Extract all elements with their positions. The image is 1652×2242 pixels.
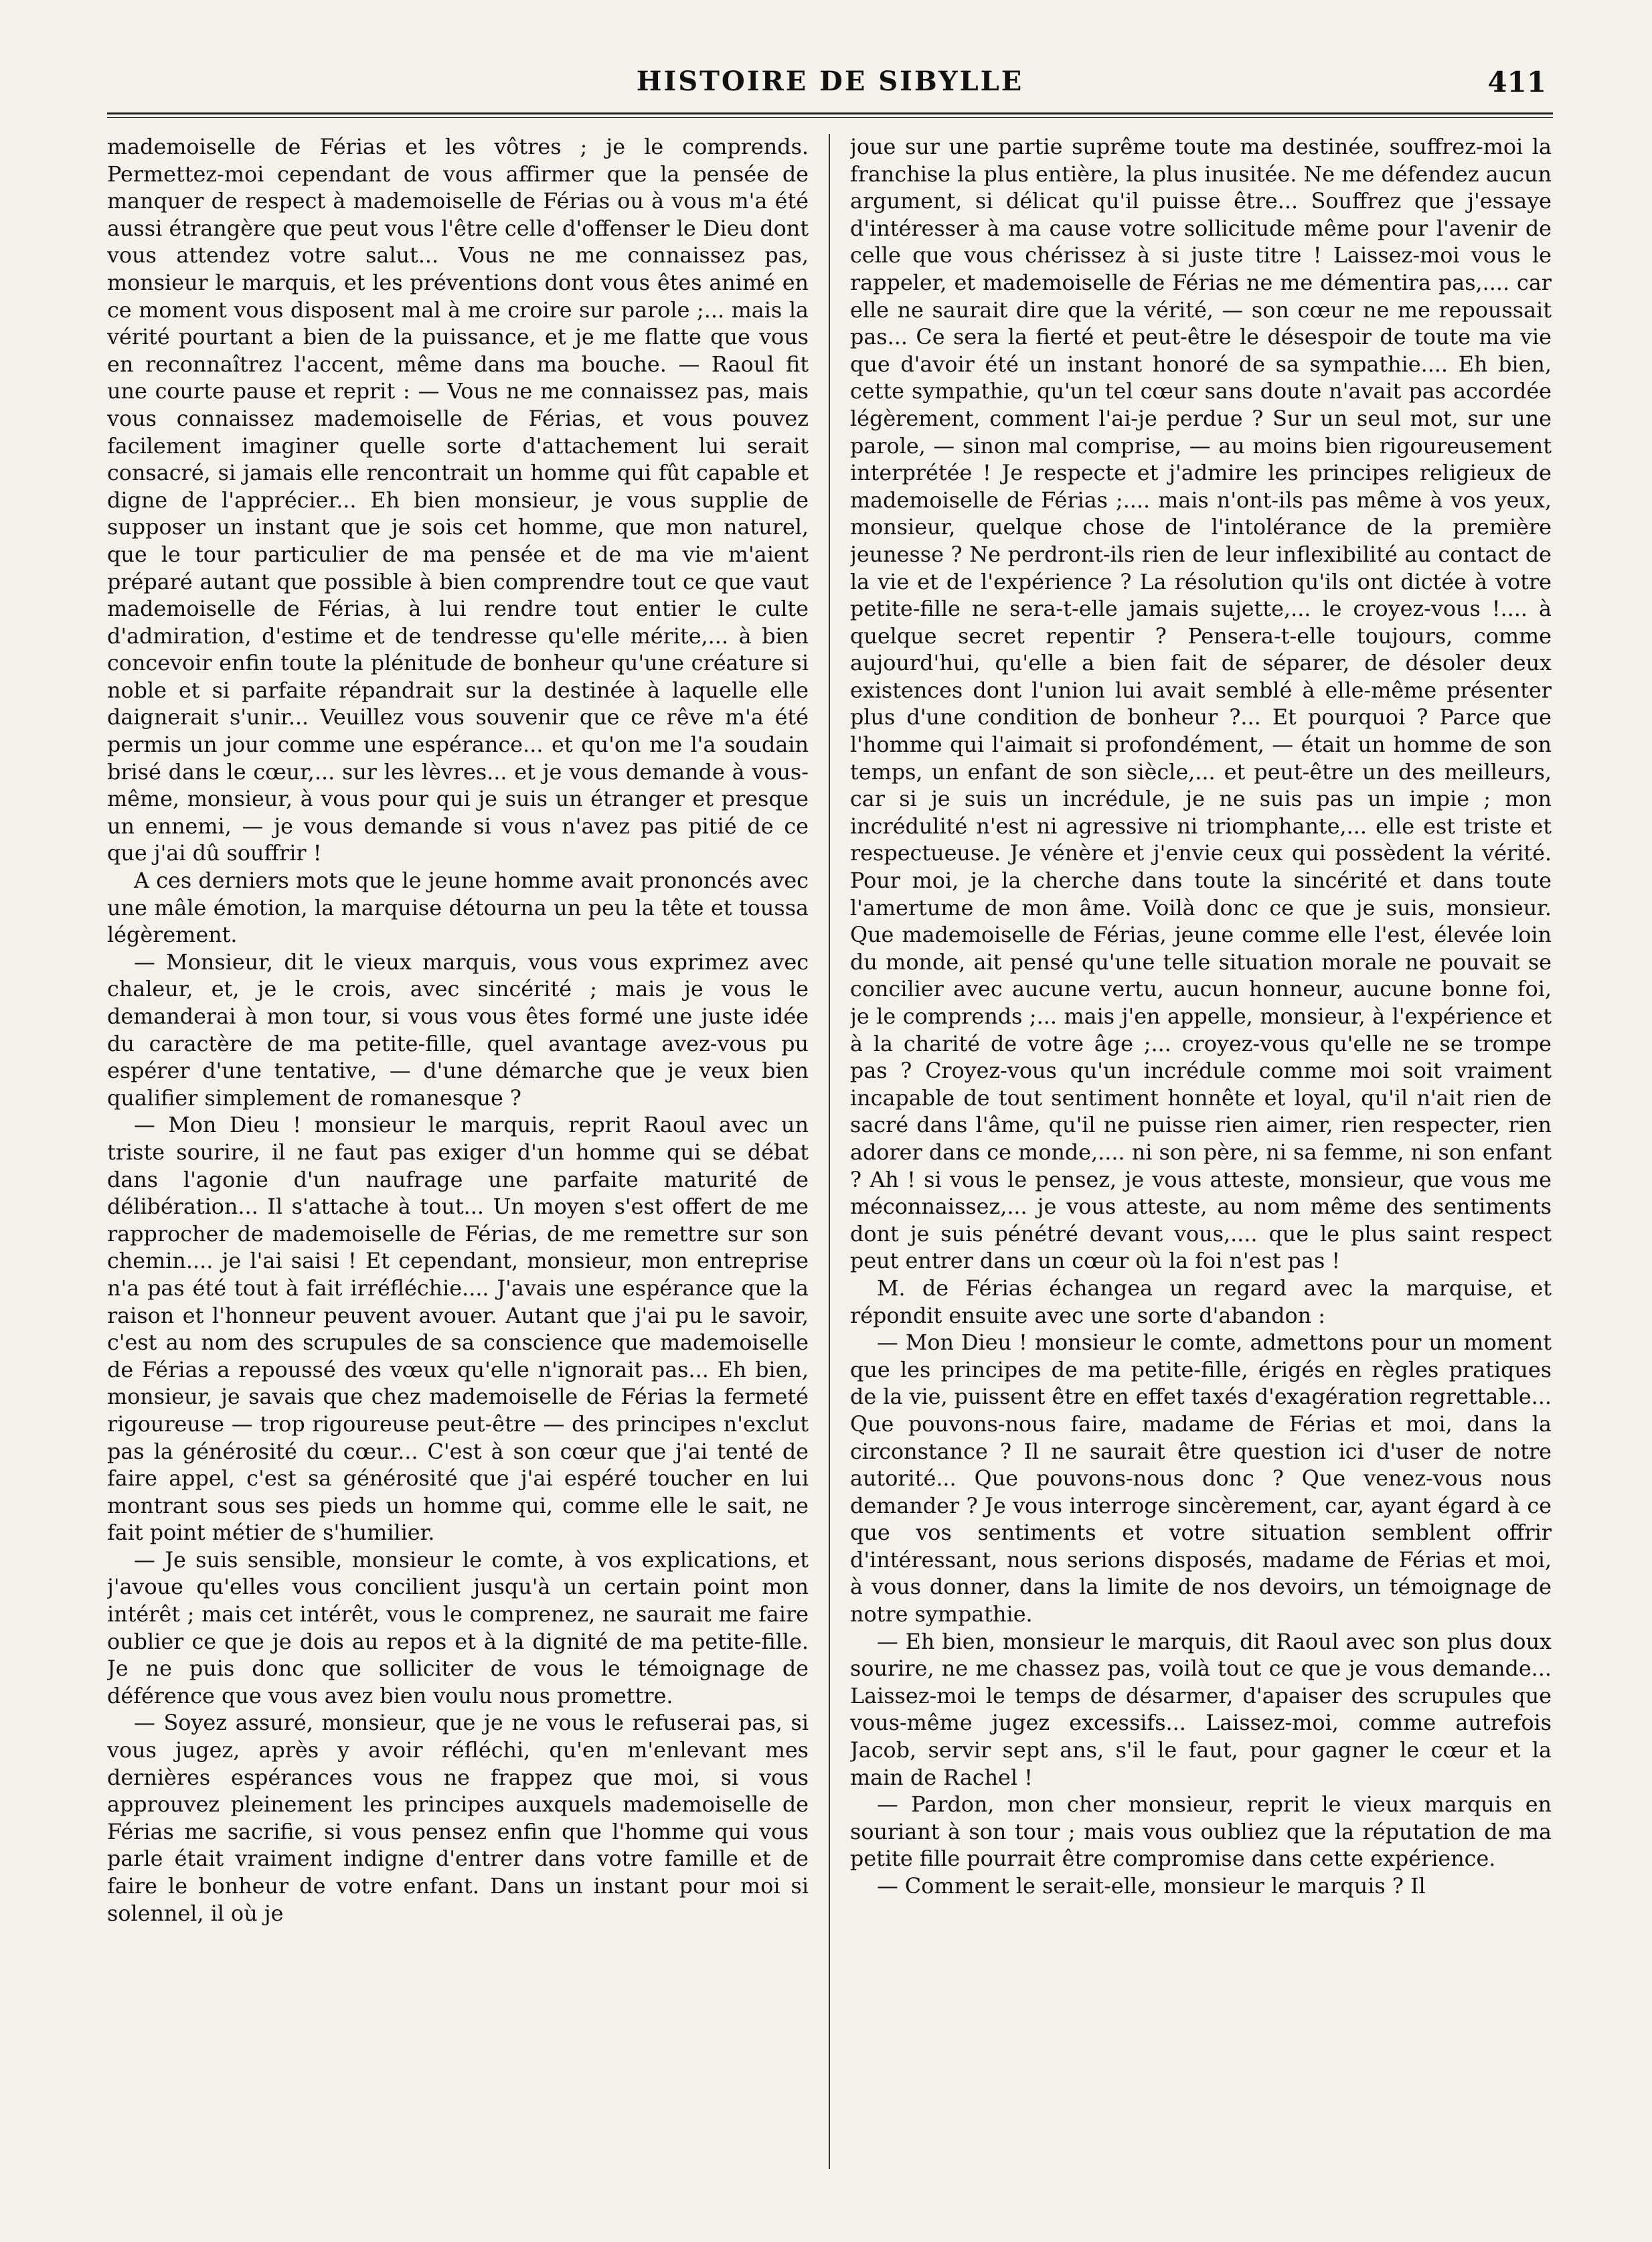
right-column (850, 134, 1552, 2182)
paragraph: joue sur une partie suprême toute ma destinée, souffrez-moi la franchise la plus entière, la plus inusitée. Ne me défendez aucun argument, si délicat qu'il puisse être... Souffrez que j'essaye d'intéresser à ma cause votre sollicitude même pour l'avenir de celle que vous chérissez à si juste titre ! Laissez-moi vous le rappeler, et mademoiselle de Férias ne me démentira pas,.... car elle ne saurait dire que la vérité, — son cœur ne me repoussait pas... Ce sera la fierté et peut-être le désespoir de toute ma vie que d'avoir été un instant honoré de sa sympathie.... Eh bien, cette sympathie, qu'un tel cœur sans doute n'avait pas accordée légèrement, comment l'ai-je perdue ? Sur un seul mot, sur une parole, — sinon mal comprise, — au moins bien rigoureusement interprétée ! Je respecte et j'admire les principes religieux de mademoiselle de Férias ;.... mais n'ont-ils pas même à vos yeux, monsieur, quelque chose de l'intolérance de la première jeunesse ? Ne perdront-ils rien de leur inflexibilité au contact de la vie et de l'expérience ? La résolution qu'ils ont dictée à votre petite-fille ne sera-t-elle jamais sujette,... le croyez-vous !.... à quelque secret repentir ? Pensera-t-elle toujours, comme aujourd'hui, qu'elle a bien fait de séparer, de désoler deux existences dont l'union lui avait semblé à elle-même présenter plus d'une condition de bonheur ?... Et pourquoi ? Parce que l'homme qui l'aimait si profondément, — était un homme de son temps, un enfant de son siècle,... et peut-être un des meilleurs, car si je suis un incrédule, je ne suis pas un impie ; mon incrédulité n'est ni agressive ni triomphante,... elle est triste et respectueuse. Je vénère et j'envie ceux qui possèdent la vérité. Pour moi, je la cherche dans toute la sincérité et dans toute l'amertume de mon âme. Voilà donc ce que je suis, monsieur. Que mademoiselle de Férias, jeune comme elle l'est, élevée loin du monde, ait pensé qu'une telle situation morale ne pouvait se concilier avec aucune vertu, aucun honneur, aucune bonne foi, je le comprends ;... mais j'en appelle, monsieur, à l'expérience et à la charité de votre âge ;... croyez-vous qu'elle ne se trompe pas ? Croyez-vous qu'un incrédule comme moi soit vraiment incapable de tout sentiment honnête et loyal, qu'il n'ait rien de sacré dans l'âme, qu'il ne puisse rien aimer, rien respecter, rien adorer dans ce monde,.... ni son père, ni sa femme, ni son enfant ? Ah ! si vous le pensez, je vous atteste, monsieur, que vous me méconnaissez,... je vous atteste, au nom même des sentiments dont je suis pénétré devant vous,.... que le plus saint respect peut entrer dans un cœur où la foi n'est pas ! (850, 135, 1552, 1274)
paragraph: M. de Férias échangea un regard avec la marquise, et répondit ensuite avec une sorte d'abandon : (850, 1275, 1552, 1328)
paragraph: — Mon Dieu ! monsieur le comte, admettons pour un moment que les principes de ma petite-fille, érigés en règles pratiques de la vie, puissent être en effet taxés d'exagération regrettable... Que pouvons-nous faire, madame de Férias et moi, dans la circonstance ? Il ne saurait être question ici d'user de notre autorité... Que pouvons-nous donc ? Que venez-vous nous demander ? Je vous interroge sincèrement, car, ayant égard à ce que vos sentiments et votre situation semblent offrir d'intéressant, nous serions disposés, madame de Férias et moi, à vous donner, dans la limite de nos devoirs, un témoignage de notre sympathie. (850, 1330, 1552, 1627)
paragraph: — Mon Dieu ! monsieur le marquis, reprit Raoul avec un triste sourire, il ne faut pas exiger d'un homme qui se débat dans l'agonie d'un naufrage une parfaite maturité de délibération... Il s'attache à tout... Un moyen s'est offert de me rapprocher de mademoiselle de Férias, de me remettre sur son chemin.... je l'ai saisi ! Et cependant, monsieur, mon entreprise n'a pas été tout à fait irréfléchie.... J'avais une espérance que la raison et l'honneur peuvent avouer. Autant que j'ai pu le savoir, c'est au nom des scrupules de sa conscience que mademoiselle de Férias a repoussé des vœux qu'elle n'ignorait pas... Eh bien, monsieur, je savais que chez mademoiselle de Férias la fermeté rigoureuse — trop rigoureuse peut-être — des principes n'exclut pas la générosité du cœur... C'est à son cœur que j'ai tenté de faire appel, c'est sa générosité que j'ai espéré toucher en lui montrant sous ses pieds un homme qui, comme elle le sait, ne fait point métier de s'humilier. (107, 1113, 809, 1546)
paragraph: — Eh bien, monsieur le marquis, dit Raoul avec son plus doux sourire, ne me chassez pas, voilà tout ce que je vous demande... Laissez-moi le temps de désarmer, d'apaiser des scrupules que vous-même jugez excessifs... Laissez-moi, comme autrefois Jacob, servir sept ans, s'il le faut, pour gagner le cœur et la main de Rachel ! (850, 1629, 1552, 1790)
paragraph: — Monsieur, dit le vieux marquis, vous vous exprimez avec chaleur, et, je le crois, avec sincérité ; mais je vous le demanderai à mon tour, si vous vous êtes formé une juste idée du caractère de ma petite-fille, quel avantage avez-vous pu espérer d'une tentative, — d'une démarche que je veux bien qualifier simplement de romanesque ? (107, 949, 809, 1111)
running-head: HISTOIRE DE SIBYLLE (636, 66, 1024, 97)
paragraph: — Soyez assuré, monsieur, que je ne vous le refuserai pas, si vous jugez, après y avoir réfléchi, qu'en m'enlevant mes dernières espérances vous ne frappez que moi, si vous approuvez pleinement les principes auxquels mademoiselle de Férias me sacrifie, si vous pensez enfin que l'homme qui vous parle était vraiment indigne d'entrer dans votre famille et de faire le bonheur de votre enfant. Dans un instant pour moi si solennel, il où je (107, 1710, 809, 1926)
text-columns (107, 134, 1553, 2182)
paragraph: A ces derniers mots que le jeune homme avait prononcés avec une mâle émotion, la marquise détourna un peu la tête et toussa légèrement. (107, 868, 809, 948)
paragraph: mademoiselle de Férias et les vôtres ; je le comprends. Permettez-moi cependant de vous affirmer que la pensée de manquer de respect à mademoiselle de Férias ou à vous m'a été aussi étrangère que peut vous l'être celle d'offenser le Dieu dont vous attendez votre salut... Vous ne me connaissez pas, monsieur le marquis, et les préventions dont vous êtes animé en ce moment vous disposent mal à me croire sur parole ;... mais la vérité pourtant a bien de la puissance, et je me flatte que vous en reconnaîtrez l'accent, même dans ma bouche. — Raoul fit une courte pause et reprit : — Vous ne me connaissez pas, mais vous connaissez mademoiselle de Férias, et vous pouvez facilement imaginer quelle sorte d'attachement lui serait consacré, si jamais elle rencontrait un homme qui fût capable et digne de l'apprécier... Eh bien monsieur, je vous supplie de supposer un instant que je sois cet homme, que mon naturel, que le tour particulier de ma pensée et de ma vie m'aient préparé autant que possible à bien comprendre tout ce que vaut mademoiselle de Férias, à lui rendre tout entier le culte d'admiration, d'estime et de tendresse qu'elle mérite,... à bien concevoir enfin toute la plénitude de bonheur qu'une créature si noble et si parfaite répandrait sur la destinée à laquelle elle daignerait s'unir... Veuillez vous souvenir que ce rêve m'a été permis un jour comme une espérance... et qu'on me l'a soudain brisé dans le cœur,... sur les lèvres... et je vous demande à vous-même, monsieur, à vous pour qui je suis un étranger et presque un ennemi, — je vous demande si vous n'avez pas pitié de ce que j'ai dû souffrir ! (107, 135, 809, 866)
paragraph: — Pardon, mon cher monsieur, reprit le vieux marquis en souriant à son tour ; mais vous oubliez que la réputation de ma petite fille pourrait être compromise dans cette expérience. (850, 1792, 1552, 1872)
paragraph: — Je suis sensible, monsieur le comte, à vos explications, et j'avoue qu'elles vous concilient jusqu'à un certain point mon intérêt ; mais cet intérêt, vous le comprenez, ne saurait me faire oublier ce que je dois au repos et à la dignité de ma petite-fille. Je ne puis donc que solliciter de vous le témoignage de déférence que vous avez bien voulu nous promettre. (107, 1547, 809, 1708)
paragraph: — Comment le serait-elle, monsieur le marquis ? Il (877, 1874, 1426, 1899)
page-number: 411 (1487, 66, 1546, 98)
left-column (107, 134, 809, 2182)
page-header (114, 66, 1546, 106)
header-rule (107, 112, 1553, 118)
column-divider (829, 134, 830, 2169)
